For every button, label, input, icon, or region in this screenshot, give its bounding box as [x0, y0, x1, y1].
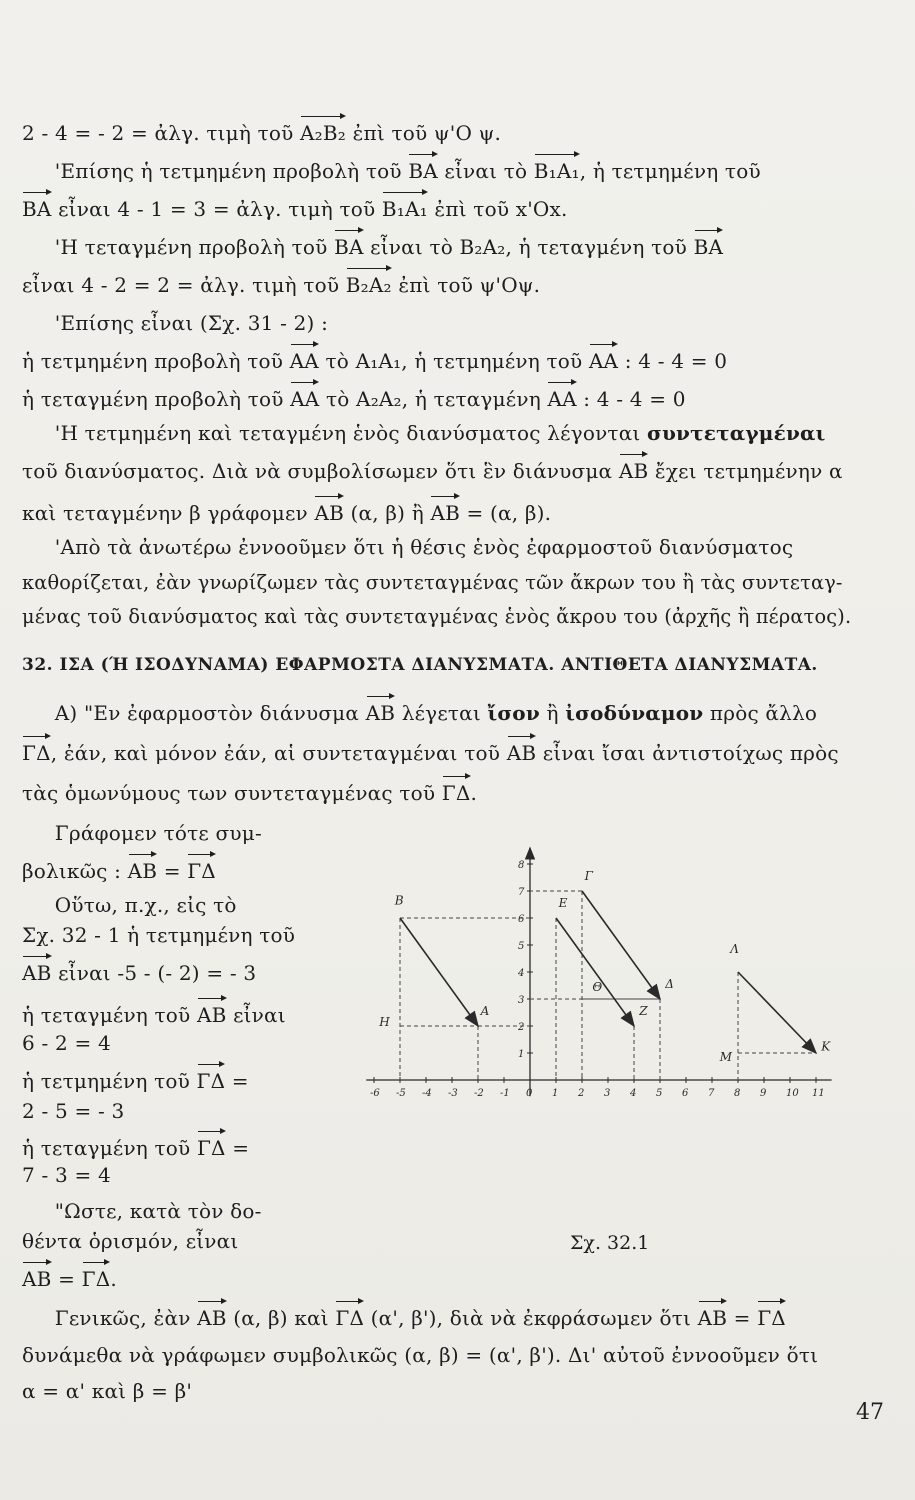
y-tick-label: 8: [518, 860, 525, 871]
final-line-2: δυνάμεθα νὰ γράφωμεν συμβολικῶς (α, β) = (α', β'). Δι' αὐτοῦ ἐννοοῦμεν ὅτι: [22, 1343, 819, 1367]
x-tick-label: 1: [552, 1088, 559, 1099]
text-line-14: μένας τοῦ διανύσματος καὶ τὰς συντεταγμένας ἑνὸς ἄκρου του (ἀρχῆς ἢ πέρατος).: [22, 605, 852, 628]
x-tick-label: 11: [812, 1088, 825, 1099]
x-tick-label: 8: [734, 1088, 741, 1099]
x-tick-label: 10: [786, 1088, 799, 1099]
x-tick-label: 9: [760, 1088, 767, 1099]
text-line-1: 2 - 4 = - 2 = ἀλγ. τιμὴ τοῦ A₂B₂ ἐπὶ τοῦ ψ'Ο ψ.: [22, 121, 502, 145]
x-tick-label: -4: [422, 1088, 432, 1099]
narrow-line-9: 2 - 5 = - 3: [22, 1099, 125, 1123]
section-line-2: ΓΔ, ἐάν, καὶ μόνον ἐάν, αἱ συντεταγμέναι τοῦ AB εἶναι ἴσαι ἀντιστοίχως πρὸς: [22, 741, 839, 765]
vector-diagram: [330, 840, 890, 1110]
point-label-e: E: [558, 896, 568, 911]
point-label-a: A: [480, 1004, 490, 1019]
narrow-line-7: 6 - 2 = 4: [22, 1031, 111, 1055]
point-label-b: B: [394, 893, 404, 908]
text-line-11: καὶ τεταγμένην β γράφομεν AB (α, β) ἢ AB = (α, β).: [22, 501, 552, 525]
text-line-7: ἡ τετμημένη προβολὴ τοῦ AA τὸ A₁A₁, ἡ τετμημένη τοῦ AA : 4 - 4 = 0: [22, 349, 728, 373]
text-line-10: τοῦ διανύσματος. Διὰ νὰ συμβολίσωμεν ὅτι ἓν διάνυσμα AB ἔχει τετμημένην α: [22, 459, 843, 483]
x-tick-label: 7: [708, 1088, 715, 1099]
x-tick-label: 3: [604, 1088, 611, 1099]
section-line-1: A) "Εν ἐφαρμοστὸν διάνυσμα AB λέγεται ἴσον ἢ ἰσοδύναμον πρὸς ἄλλο: [22, 701, 818, 725]
point-label-lambda: Λ: [730, 942, 739, 957]
narrow-line-1: Γράφομεν τότε συμ-: [22, 821, 262, 845]
narrow-line-5: AB εἶναι -5 - (- 2) = - 3: [22, 961, 257, 985]
x-tick-label: -2: [474, 1088, 484, 1099]
text-line-2: 'Επίσης ἡ τετμημένη προβολὴ τοῦ BA εἶναι τὸ B₁A₁, ἡ τετμημένη τοῦ: [22, 159, 761, 183]
x-tick-label: -3: [448, 1088, 458, 1099]
vector-EZ: [556, 918, 634, 1026]
y-tick-label: 4: [518, 968, 525, 979]
y-tick-label: 6: [518, 914, 525, 925]
point-label-theta: Θ: [592, 979, 603, 994]
vector-LK: [738, 972, 816, 1053]
narrow-line-6: ἡ τεταγμένη τοῦ AB εἶναι: [22, 1003, 286, 1027]
figure-caption: Σχ. 32.1: [570, 1232, 650, 1254]
x-tick-label: -5: [396, 1088, 406, 1099]
point-label-h: H: [379, 1015, 390, 1029]
narrow-line-3: Οὕτω, π.χ., εἰς τὸ: [22, 893, 237, 917]
narrow-line-13: θέντα ὁρισμόν, εἶναι: [22, 1229, 239, 1253]
x-tick-label: 0: [526, 1088, 533, 1099]
section-heading: 32. ΙΣΑ (Ή ΙΣΟΔΥΝΑΜΑ) ΕΦΑΡΜΟΣΤΑ ΔΙΑΝΥΣΜΑΤΑ. ΑΝΤΙΘΕΤΑ ΔΙΑΝΥΣΜΑΤΑ.: [22, 655, 818, 675]
narrow-line-2: βολικῶς : AB = ΓΔ: [22, 859, 216, 883]
text-line-5: εἶναι 4 - 2 = 2 = ἀλγ. τιμὴ τοῦ B₂A₂ ἐπὶ τοῦ ψ'Οψ.: [22, 273, 541, 297]
final-line-3: α = α' καὶ β = β': [22, 1379, 193, 1403]
x-tick-label: 5: [656, 1088, 663, 1099]
section-line-3: τὰς ὁμωνύμους των συντεταγμένας τοῦ ΓΔ.: [22, 781, 478, 805]
vector-AB: [400, 918, 478, 1026]
x-tick-label: -1: [500, 1088, 510, 1099]
x-tick-label: -6: [370, 1088, 380, 1099]
narrow-line-10: ἡ τεταγμένη τοῦ ΓΔ =: [22, 1136, 250, 1160]
point-label-z: Z: [639, 1004, 648, 1019]
text-line-8: ἡ τεταγμένη προβολὴ τοῦ AA τὸ A₂A₂, ἡ τεταγμένη AA : 4 - 4 = 0: [22, 387, 686, 411]
text-line-12: 'Απὸ τὰ ἀνωτέρω ἐννοοῦμεν ὅτι ἡ θέσις ἑνὸς ἐφαρμοστοῦ διανύσματος: [22, 535, 794, 559]
y-tick-label: 7: [518, 887, 525, 898]
final-line-1: Γενικῶς, ἐὰν AB (α, β) καὶ ΓΔ (α', β'), διὰ νὰ ἐκφράσωμεν ὅτι AB = ΓΔ: [22, 1306, 786, 1330]
y-tick-label: 3: [518, 995, 525, 1006]
narrow-line-8: ἡ τετμημένη τοῦ ΓΔ =: [22, 1069, 249, 1093]
point-label-k: K: [821, 1039, 831, 1054]
page-number: 47: [856, 1400, 884, 1425]
y-tick-label: 5: [518, 941, 525, 952]
point-label-m: M: [719, 1050, 733, 1065]
text-line-13: καθορίζεται, ἐὰν γνωρίζωμεν τὰς συντεταγμένας τῶν ἄκρων του ἢ τὰς συντεταγ-: [22, 571, 843, 594]
text-line-4: 'Η τεταγμένη προβολὴ τοῦ BA εἶναι τὸ B₂A₂, ἡ τεταγμένη τοῦ BA: [22, 235, 724, 259]
x-tick-label: 4: [630, 1088, 637, 1099]
x-tick-label: 6: [682, 1088, 689, 1099]
x-tick-label: 2: [578, 1088, 585, 1099]
narrow-line-11: 7 - 3 = 4: [22, 1163, 111, 1187]
narrow-line-14: AB = ΓΔ.: [22, 1267, 117, 1291]
text-line-3: BA εἶναι 4 - 1 = 3 = ἀλγ. τιμὴ τοῦ B₁A₁ ἐπὶ τοῦ x'Ox.: [22, 197, 568, 221]
text-line-6: 'Επίσης εἶναι (Σχ. 31 - 2) :: [22, 311, 329, 335]
narrow-line-12: "Ωστε, κατὰ τὸν δο-: [22, 1199, 262, 1223]
y-tick-label: 1: [518, 1049, 525, 1060]
narrow-line-4: Σχ. 32 - 1 ἡ τετμημένη τοῦ: [22, 923, 296, 947]
text-line-9: 'Η τετμημένη καὶ τεταγμένη ἑνὸς διανύσματος λέγονται συντεταγμέναι: [22, 421, 826, 445]
point-label-gamma: Γ: [584, 869, 593, 884]
y-tick-label: 2: [518, 1022, 525, 1033]
point-label-delta: Δ: [665, 977, 674, 992]
